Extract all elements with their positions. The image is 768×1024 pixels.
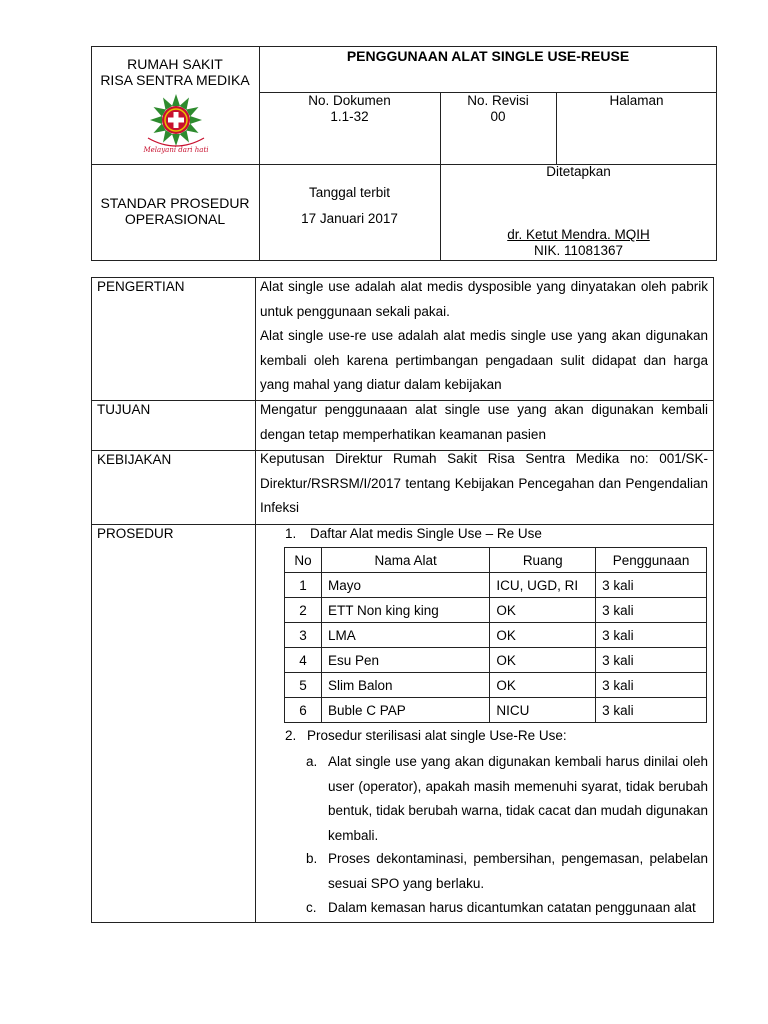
signer-name: dr. Ketut Mendra. MQIH bbox=[507, 227, 650, 242]
table-cell-ruang: NICU bbox=[490, 698, 596, 723]
table-row bbox=[285, 573, 707, 598]
sub-b-letter: b. bbox=[306, 851, 318, 866]
table-cell-ruang: OK bbox=[490, 598, 596, 623]
no-revisi-label: No. Revisi bbox=[467, 93, 529, 108]
table-row bbox=[285, 623, 707, 648]
no-dokumen-label: No. Dokumen bbox=[308, 93, 391, 108]
no-dokumen-cell bbox=[259, 93, 440, 125]
single-use-table bbox=[284, 547, 707, 723]
row-divider-prosedur bbox=[91, 524, 714, 525]
pengertian-p2: Alat single use-re use adalah alat medis single use yang akan digunakan kembali oleh karena pertimbangan pengadaan sulit didapat dan harga yang mahal yang diatur dalam kebijakan bbox=[260, 328, 708, 392]
table-cell-penggunaan: 3 kali bbox=[596, 673, 707, 698]
table-cell-nama-alat: Mayo bbox=[321, 573, 489, 598]
prosedur-label: PROSEDUR bbox=[97, 526, 174, 541]
table-cell-no: 2 bbox=[285, 598, 322, 623]
table-row bbox=[285, 598, 707, 623]
tujuan-label: TUJUAN bbox=[97, 402, 151, 417]
body-divider-label bbox=[255, 277, 256, 923]
table-cell-penggunaan: 3 kali bbox=[596, 598, 707, 623]
sub-b-text: Proses dekontaminasi, pembersihan, pengemasan, pelabelan sesuai SPO yang berlaku. bbox=[328, 851, 708, 891]
hospital-name-line2: RISA SENTRA MEDIKA bbox=[100, 72, 250, 88]
table-header-no: No bbox=[285, 548, 322, 573]
pengertian-label: PENGERTIAN bbox=[97, 279, 185, 294]
table-cell-ruang: OK bbox=[490, 648, 596, 673]
tanggal-terbit-value: 17 Januari 2017 bbox=[301, 211, 398, 226]
table-cell-no: 5 bbox=[285, 673, 322, 698]
sop-label bbox=[91, 195, 259, 227]
kebijakan-text: Keputusan Direktur Rumah Sakit Risa Sentra Medika no: 001/SK-Direktur/RSRSM/I/2017 tentang Kebijakan Pencegahan dan Pengendalian Infeksi bbox=[260, 451, 708, 515]
table-cell-nama-alat: ETT Non king king bbox=[321, 598, 489, 623]
halaman-cell bbox=[556, 93, 717, 109]
table-cell-ruang: OK bbox=[490, 623, 596, 648]
table-cell-no: 6 bbox=[285, 698, 322, 723]
sub-a-text: Alat single use yang akan digunakan kembali harus dinilai oleh user (operator), apakah masih memenuhi syarat, tidak berubah bentuk, tidak berubah warna, tidak cacat dan mudah digunakan kembali. bbox=[328, 754, 708, 843]
table-cell-nama-alat: Slim Balon bbox=[321, 673, 489, 698]
tanggal-terbit-label: Tanggal terbit bbox=[308, 185, 391, 200]
table-cell-nama-alat: Esu Pen bbox=[321, 648, 489, 673]
table-cell-penggunaan: 3 kali bbox=[596, 623, 707, 648]
table-cell-no: 3 bbox=[285, 623, 322, 648]
table-header-row bbox=[285, 548, 707, 573]
sub-a-letter: a. bbox=[306, 754, 318, 769]
no-revisi-value: 00 bbox=[490, 109, 506, 124]
halaman-label: Halaman bbox=[609, 93, 664, 108]
signer-nik: NIK. 11081367 bbox=[533, 243, 624, 258]
signer-block bbox=[440, 227, 717, 259]
document-title: PENGGUNAAN ALAT SINGLE USE-REUSE bbox=[346, 48, 630, 64]
pengertian-p1: Alat single use adalah alat medis dysposible yang dinyatakan oleh pabrik untuk penggunaan sekali pakai. bbox=[260, 279, 708, 319]
prosedur-item1-number: 1. bbox=[285, 526, 297, 541]
table-cell-penggunaan: 3 kali bbox=[596, 698, 707, 723]
prosedur-item1-text: Daftar Alat medis Single Use – Re Use bbox=[310, 526, 542, 541]
table-cell-ruang: OK bbox=[490, 673, 596, 698]
header-divider-left bbox=[259, 46, 260, 261]
sop-label-line2: OPERASIONAL bbox=[124, 211, 226, 227]
table-cell-no: 1 bbox=[285, 573, 322, 598]
no-revisi-cell bbox=[440, 93, 556, 125]
table-cell-penggunaan: 3 kali bbox=[596, 573, 707, 598]
table-cell-no: 4 bbox=[285, 648, 322, 673]
logo-motto: Melayani dari hati bbox=[143, 146, 209, 154]
table-cell-ruang: ICU, UGD, RI bbox=[490, 573, 596, 598]
table-header-nama-alat: Nama Alat bbox=[321, 548, 489, 573]
table-row bbox=[285, 698, 707, 723]
table-row bbox=[285, 648, 707, 673]
sop-label-line1: STANDAR PROSEDUR bbox=[100, 195, 250, 211]
ditetapkan-label: Ditetapkan bbox=[546, 164, 611, 179]
table-header-penggunaan: Penggunaan bbox=[596, 548, 707, 573]
tujuan-text: Mengatur penggunaaan alat single use yang akan digunakan kembali dengan tetap memperhatikan keamanan pasien bbox=[260, 402, 708, 442]
table-row bbox=[285, 673, 707, 698]
table-cell-penggunaan: 3 kali bbox=[596, 648, 707, 673]
table-cell-nama-alat: LMA bbox=[321, 623, 489, 648]
sub-c-letter: c. bbox=[306, 900, 317, 915]
table-cell-nama-alat: Buble C PAP bbox=[321, 698, 489, 723]
table-header-ruang: Ruang bbox=[490, 548, 596, 573]
no-dokumen-value: 1.1-32 bbox=[330, 109, 369, 124]
kebijakan-label: KEBIJAKAN bbox=[97, 452, 172, 467]
hospital-name-line1: RUMAH SAKIT bbox=[127, 56, 223, 72]
prosedur-item2-text: Prosedur sterilisasi alat single Use-Re Use: bbox=[307, 728, 567, 743]
sub-c-text: Dalam kemasan harus dicantumkan catatan penggunaan alat bbox=[328, 900, 696, 915]
prosedur-item2-number: 2. bbox=[285, 728, 297, 743]
hospital-name bbox=[91, 56, 259, 88]
